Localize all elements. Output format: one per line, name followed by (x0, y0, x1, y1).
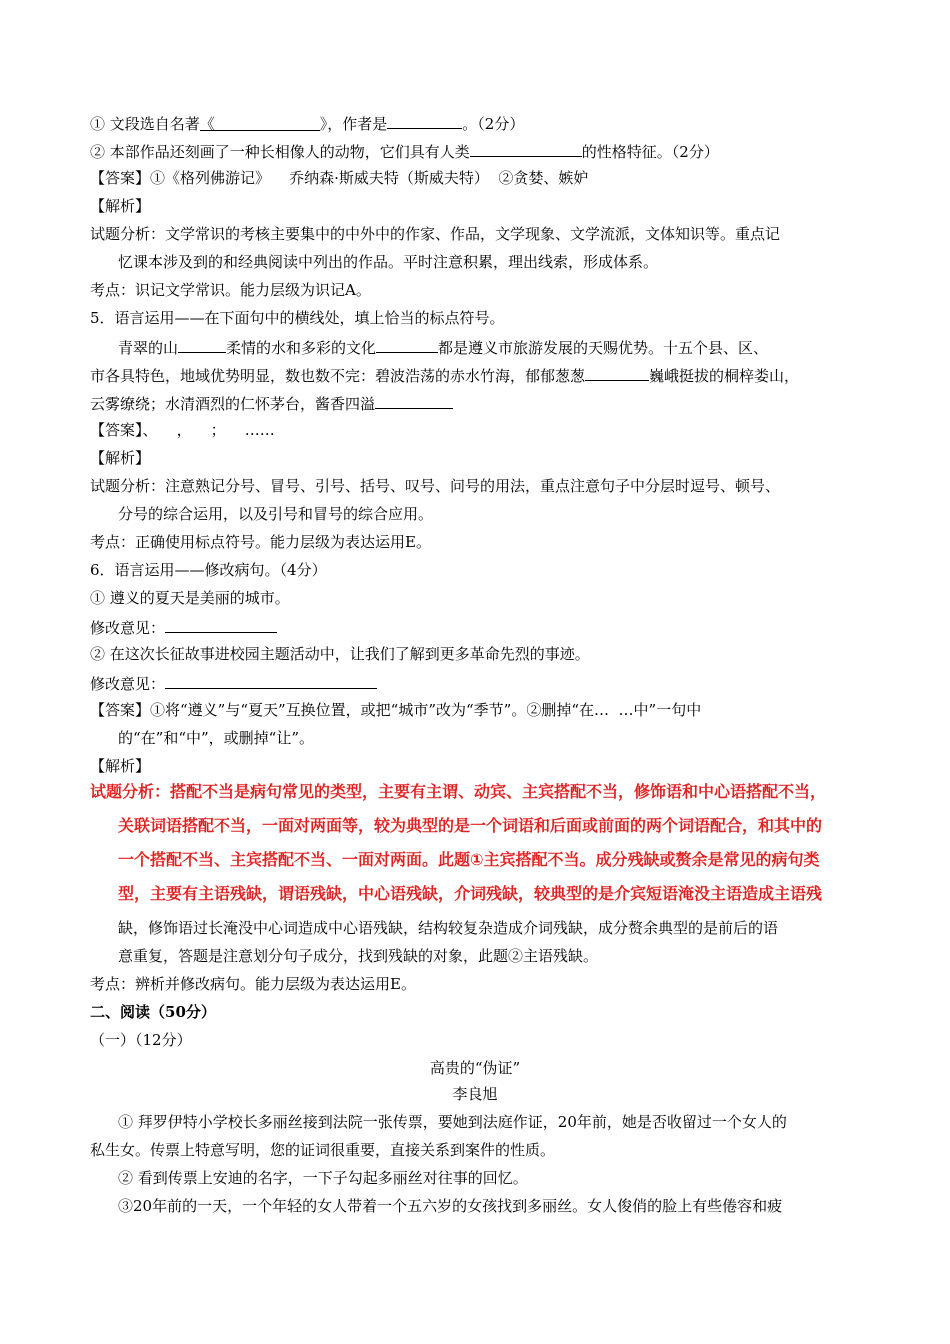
analysis-label: 【解析】 (90, 197, 151, 215)
article-author: 李良旭 (452, 1085, 498, 1103)
revision-label: 修改意见： (90, 619, 166, 637)
analysis-highlight: 试题分析：搭配不当是病句常见的类型，主要有主谓、动宾、主宾搭配不当，修饰语和中心语搭配不当， (90, 782, 827, 801)
article-paragraph: 私生女。传票上特意写明，您的证词很重要，直接关系到案件的性质。 (90, 1141, 556, 1159)
q4-text: ① 文段选自名著 (90, 115, 200, 133)
q5-text: 云雾缭绕；水清酒烈的仁怀茅台，酱香四溢 (90, 395, 376, 413)
article-paragraph: ① 拜罗伊特小学校长多丽丝接到法院一张传票，要她到法庭作证，20年前，她是否收留过一个女人的 (118, 1113, 787, 1131)
answer-line: 【答案】①将“遵义”与“夏天”互换位置，或把“城市”改为“季节”。②删掉“在… …中”一句中 (90, 701, 702, 719)
analysis-text: 忆课本涉及到的和经典阅读中列出的作品。平时注意积累，理出线索，形成体系。 (118, 253, 659, 271)
blank (375, 392, 453, 409)
q4-text: 》，作者是 (319, 115, 388, 133)
key-point: 考点：识记文学常识。能力层级为识记A。 (90, 281, 371, 299)
revision-label: 修改意见： (90, 675, 166, 693)
q4-text: ② 本部作品还刻画了一种长相像人的动物，它们具有人类 (90, 143, 470, 161)
analysis-label: 【解析】 (90, 449, 151, 467)
analysis-highlight: 型，主要有主语残缺，谓语残缺，中心语残缺，介词残缺，较典型的是介宾短语淹没主语造成主语残 (118, 884, 823, 903)
analysis-text: 分号的综合运用，以及引号和冒号的综合应用。 (118, 505, 434, 523)
blank (376, 336, 438, 353)
blank (387, 112, 462, 129)
answer-line: 的“在”和“中”，或删掉“让”。 (118, 729, 315, 747)
q4-line-1 (90, 112, 524, 134)
q4-line-2 (90, 140, 719, 162)
blank (200, 114, 320, 131)
analysis-highlight: 关联词语搭配不当，一面对两面等，较为典型的是一个词语和后面或前面的两个词语配合，和其中的 (118, 816, 823, 835)
blank (585, 364, 649, 381)
blank (165, 616, 277, 633)
article-title: 高贵的“伪证” (429, 1059, 521, 1077)
q5-para-3 (90, 392, 453, 414)
analysis-text: 试题分析：文学常识的考核主要集中的中外中的作家、作品，文学现象、文学流派，文体知识等。重点记 (90, 225, 781, 243)
analysis-text: 意重复，答题是注意划分句子成分，找到残缺的对象，此题②主语残缺。 (118, 947, 599, 965)
revision-line-2 (90, 672, 377, 694)
q5-text: 市各具特色，地域优势明显，数也数不完：碧波浩荡的赤水竹海，郁郁葱葱 (90, 367, 586, 385)
sentence-1: ① 遵义的夏天是美丽的城市。 (90, 589, 290, 607)
analysis-text: 试题分析：注意熟记分号、冒号、引号、括号、叹号、问号的用法，重点注意句子中分层时逗号、顿号、 (90, 477, 781, 495)
answer-line: 【答案】、 ， ； …… (90, 421, 275, 439)
q4-text: 《 (199, 115, 215, 133)
question-title: 6．语言运用——修改病句。（4分） (90, 561, 327, 579)
q4-text: 的性格特征。（2分） (581, 143, 719, 161)
q5-para-1 (118, 336, 768, 358)
analysis-text: 缺，修饰语过长淹没中心词造成中心语残缺，结构较复杂造成介词残缺，成分赘余典型的是前后的语 (118, 919, 779, 937)
q5-text: 都是遵义市旅游发展的天赐优势。十五个县、区、 (438, 339, 769, 357)
key-point: 考点：正确使用标点符号。能力层级为表达运用E。 (90, 533, 431, 551)
analysis-highlight: 一个搭配不当、主宾搭配不当、一面对两面。此题①主宾搭配不当。成分残缺或赘余是常见的病句类 (118, 850, 820, 869)
sentence-2: ② 在这次长征故事进校园主题活动中，让我们了解到更多革命先烈的事迹。 (90, 645, 590, 663)
q5-text: 青翠的山 (118, 339, 179, 357)
q5-text: 巍峨挺拔的桐梓娄山， (649, 367, 800, 385)
subsection-heading: （一）（12分） (90, 1031, 192, 1049)
section-heading: 二、阅读（50分） (90, 1003, 216, 1021)
blank (470, 140, 582, 157)
q5-text: 柔情的水和多彩的文化 (226, 339, 377, 357)
answer-line: 【答案】①《格列佛游记》 乔纳森·斯威夫特（斯威夫特） ②贪婪、嫉妒 (90, 169, 589, 187)
key-point: 考点：辨析并修改病句。能力层级为表达运用E。 (90, 975, 416, 993)
analysis-label: 【解析】 (90, 757, 151, 775)
q4-text: 。（2分） (462, 115, 525, 133)
blank (178, 336, 226, 353)
blank (165, 672, 377, 689)
article-paragraph: ③20年前的一天，一个年轻的女人带着一个五六岁的女孩找到多丽丝。女人俊俏的脸上有些倦容和疲 (118, 1197, 783, 1215)
article-paragraph: ② 看到传票上安迪的名字，一下子勾起多丽丝对往事的回忆。 (118, 1169, 528, 1187)
q5-para-2 (90, 364, 799, 386)
question-title: 5．语言运用——在下面句中的横线处，填上恰当的标点符号。 (90, 309, 505, 327)
revision-line-1 (90, 616, 277, 638)
